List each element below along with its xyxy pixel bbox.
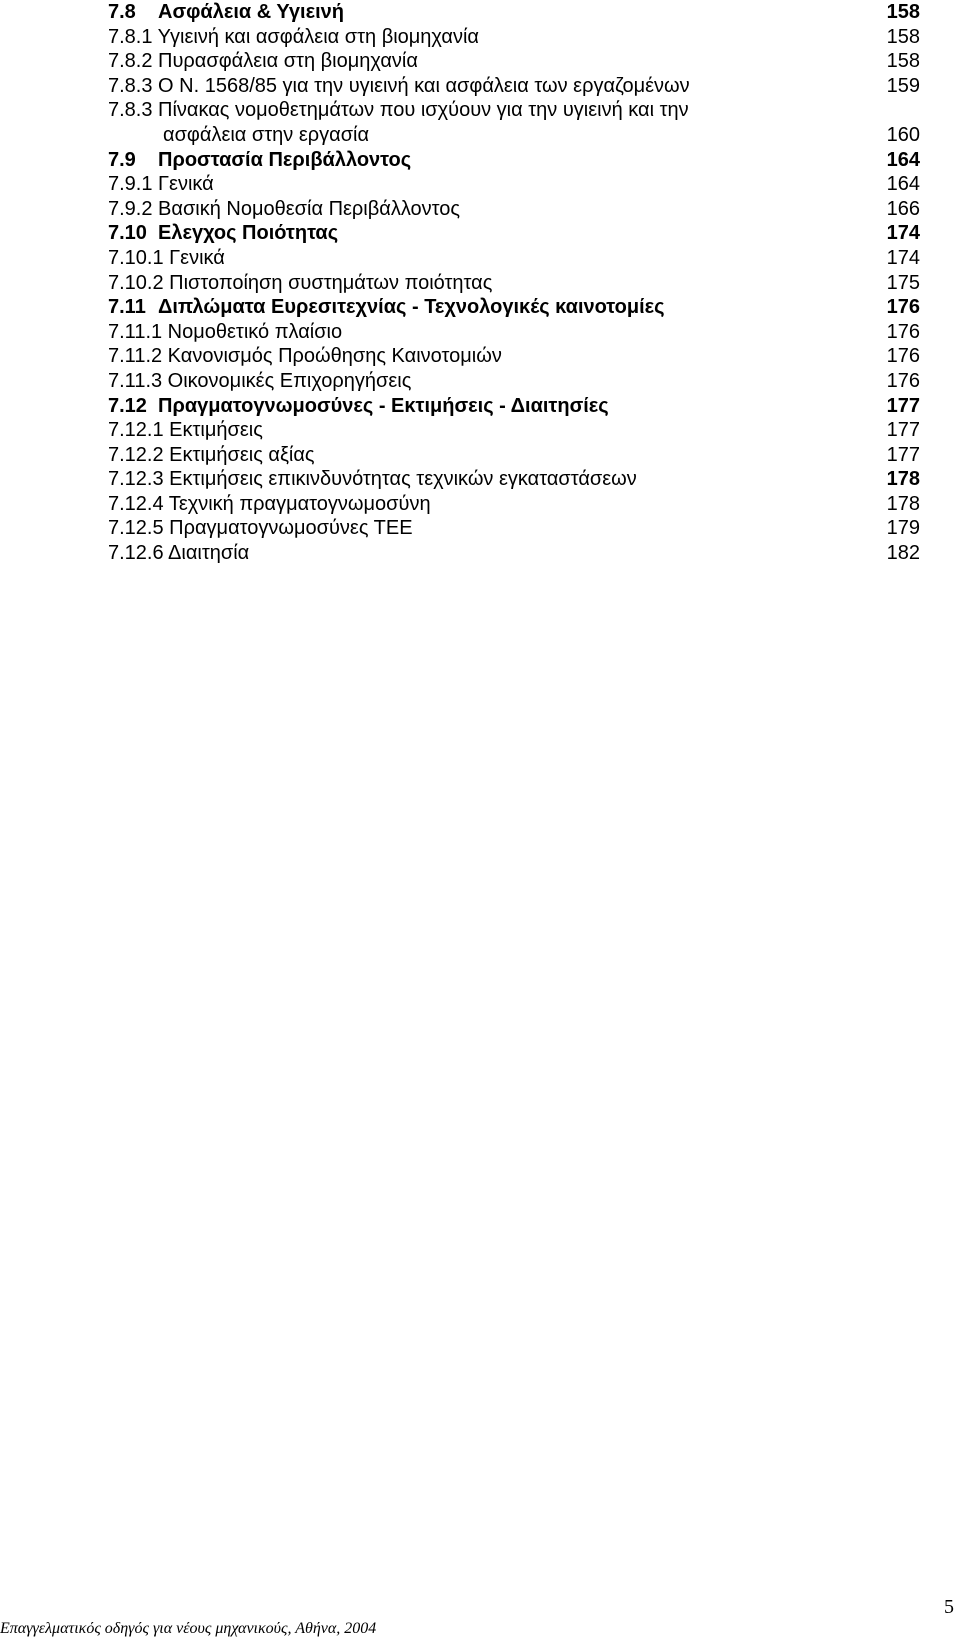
toc-entry-title: 7.9.1 Γενικά (108, 173, 214, 196)
toc-entry-page: 174 (886, 222, 920, 245)
toc-entry-title: 7.12.6 Διαιτησία (108, 542, 250, 565)
toc-entry-7-12-3[interactable] (108, 467, 920, 492)
toc-entry-7-8-2[interactable] (108, 49, 920, 74)
toc-entry-number: 7.10 (108, 222, 147, 245)
toc-entry-title: Ελεγχος Ποιότητας (158, 222, 339, 245)
toc-entry-7-12-1[interactable] (108, 418, 920, 443)
toc-entry-title: Διπλώματα Ευρεσιτεχνίας - Τεχνολογικές καινοτομίες (158, 296, 665, 319)
toc-entry-page: 174 (886, 246, 920, 269)
toc-entry-7-10-1[interactable] (108, 246, 920, 271)
toc-entry-title: 7.8.2 Πυρασφάλεια στη βιομηχανία (108, 50, 418, 73)
toc-entry-title: 7.12.1 Εκτιμήσεις (108, 419, 263, 442)
toc-entry-page: 158 (886, 1, 920, 23)
toc-entry-7-12-5[interactable] (108, 516, 920, 541)
toc-entry-page: 178 (886, 468, 920, 491)
toc-entry-page: 158 (886, 25, 920, 48)
toc-entry-page: 176 (886, 345, 920, 368)
toc-entry-number: 7.11 (108, 296, 146, 319)
toc-entry-7-10[interactable] (108, 221, 920, 246)
toc-entry-title: 7.10.1 Γενικά (108, 246, 225, 269)
toc-entry-7-11-1[interactable] (108, 320, 920, 345)
toc-entry-title: 7.8.3 Ο Ν. 1568/85 για την υγιεινή και ασφάλεια των εργαζομένων (108, 74, 690, 97)
toc-entry-7-8-3-law[interactable] (108, 74, 920, 99)
toc-entry-title: 7.12.2 Εκτιμήσεις αξίας (108, 443, 315, 466)
toc-entry-page: 179 (886, 517, 920, 540)
toc-entry-title: 7.11.2 Κανονισμός Προώθησης Καινοτομιών (108, 345, 502, 368)
toc-entry-title: 7.9.2 Βασική Νομοθεσία Περιβάλλοντος (108, 197, 461, 220)
toc-entry-title: 7.12.5 Πραγματογνωμοσύνες ΤΕΕ (108, 517, 413, 540)
toc-entry-page: 175 (886, 271, 920, 294)
toc-entry-7-11-2[interactable] (108, 344, 920, 369)
toc-entry-7-10-2[interactable] (108, 271, 920, 296)
toc-entry-7-9-1[interactable] (108, 172, 920, 197)
toc-entry-7-9-2[interactable] (108, 197, 920, 222)
toc-entry-page: 182 (886, 542, 920, 565)
toc-entry-title: 7.12.3 Εκτιμήσεις επικινδυνότητας τεχνικών εγκαταστάσεων (108, 468, 637, 491)
toc-entry-title: 7.8.1 Υγιεινή και ασφάλεια στη βιομηχανία (108, 25, 479, 48)
toc-entry-number: 7.12 (108, 394, 147, 417)
toc-entry-7-12-2[interactable] (108, 443, 920, 468)
page-number: 5 (944, 1596, 954, 1618)
toc-entry-title: 7.11.3 Οικονομικές Επιχορηγήσεις (108, 369, 412, 392)
toc-entry-7-11[interactable] (108, 295, 920, 320)
toc-entry-7-8-3-table[interactable] (108, 98, 920, 147)
toc-entry-title-continuation: ασφάλεια στην εργασία (163, 123, 370, 146)
toc-entry-title: Ασφάλεια & Υγιεινή (158, 1, 344, 23)
toc-entry-7-12[interactable] (108, 394, 920, 419)
toc-entry-page: 160 (886, 123, 920, 146)
toc-entry-title: Προστασία Περιβάλλοντος (158, 148, 412, 171)
toc-entry-7-12-4[interactable] (108, 492, 920, 517)
toc-entry-page: 176 (886, 296, 920, 319)
toc-entry-page: 166 (886, 197, 920, 220)
toc-entry-page: 176 (886, 320, 920, 343)
toc-entry-page: 159 (886, 74, 920, 97)
toc-entry-title: 7.8.3 Πίνακας νομοθετημάτων που ισχύουν για την υγιεινή και την (108, 99, 689, 122)
toc-entry-7-8-1[interactable] (108, 25, 920, 50)
toc-entry-title: 7.10.2 Πιστοποίηση συστημάτων ποιότητας (108, 271, 493, 294)
toc-entry-7-11-3[interactable] (108, 369, 920, 394)
toc-entry-page: 176 (886, 369, 920, 392)
toc-entry-number: 7.8 (108, 1, 136, 23)
toc-entry-page: 178 (886, 492, 920, 515)
toc-entry-7-8[interactable] (108, 0, 920, 25)
table-of-contents (108, 0, 920, 566)
toc-entry-7-9[interactable] (108, 148, 920, 173)
toc-entry-title: 7.11.1 Νομοθετικό πλαίσιο (108, 320, 343, 343)
footer-text: Επαγγελματικός οδηγός για νέους μηχανικούς, Αθήνα, 2004 (0, 1620, 377, 1637)
toc-entry-7-12-6[interactable] (108, 541, 920, 566)
toc-entry-number: 7.9 (108, 148, 136, 171)
toc-entry-page: 177 (886, 394, 920, 417)
toc-entry-page: 177 (886, 419, 920, 442)
toc-entry-page: 158 (886, 50, 920, 73)
toc-entry-title: 7.12.4 Τεχνική πραγματογνωμοσύνη (108, 492, 431, 515)
toc-entry-page: 164 (886, 148, 920, 171)
toc-entry-title: Πραγματογνωμοσύνες - Εκτιμήσεις - Διαιτησίες (158, 394, 609, 417)
toc-entry-page: 164 (886, 173, 920, 196)
toc-entry-page: 177 (886, 443, 920, 466)
